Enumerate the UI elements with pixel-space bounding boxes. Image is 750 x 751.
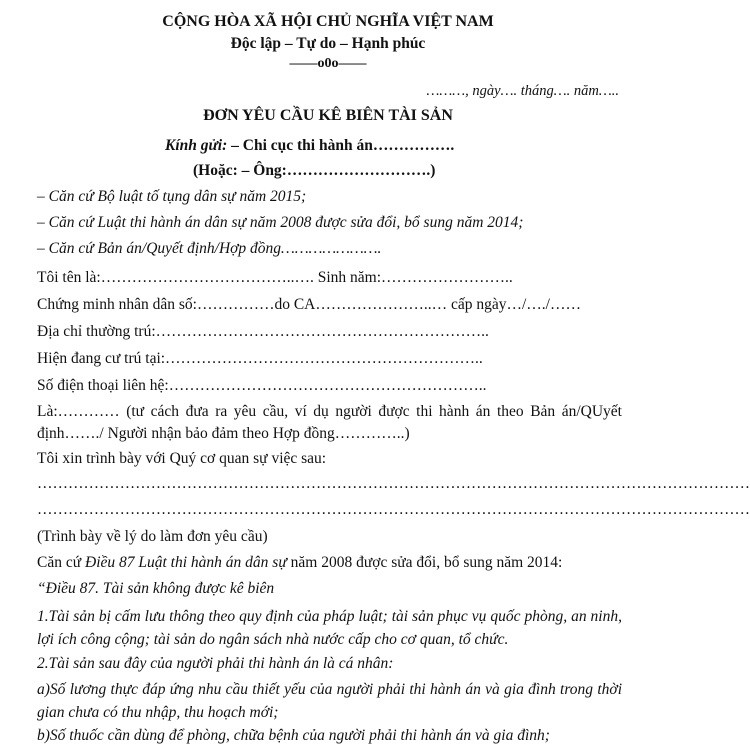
id-card-field: Chứng minh nhân dân số:……………do CA…………………..… cấp ngày…/…./…… xyxy=(37,296,581,313)
blank-line-dots: ………………………………………………………………………………………………………………………… xyxy=(37,501,750,518)
quote-item-1: 1.Tài sản bị cấm lưu thông theo quy định của pháp luật; tài sản phục vụ quốc phòng, an ninh, lợi ích công cộng; tài sản do ngân sách nhà nước cấp cho cơ quan, tổ chức. xyxy=(37,608,622,648)
date-line: ………, ngày…. tháng…. năm….. xyxy=(426,83,619,99)
presentation-intro: Tôi xin trình bày với Quý cơ quan sự việc sau: xyxy=(37,450,327,467)
header-separator: ——o0o—— xyxy=(289,56,367,71)
recipient-line-2: (Hoặc: – Ông:……………………….) xyxy=(193,162,436,179)
legal-basis-article: Điều 87 Luật thi hành án dân sự xyxy=(85,554,287,571)
reason-note: (Trình bày về lý do làm đơn yêu cầu) xyxy=(37,528,268,545)
motto: Độc lập – Tự do – Hạnh phúc xyxy=(230,35,426,52)
permanent-address-field: Địa chỉ thường trú:……………………………………………………….. xyxy=(37,323,489,340)
current-residence-field: Hiện đang cư trú tại:…………………………………………………….. xyxy=(37,350,483,367)
blank-line xyxy=(37,474,750,494)
legal-basis xyxy=(37,553,562,573)
basis-item: – Căn cứ Bản án/Quyết định/Hợp đồng…………………. xyxy=(37,240,382,257)
recipient-line-1 xyxy=(165,136,454,156)
legal-basis-pre: Căn cứ xyxy=(37,554,85,571)
blank-line xyxy=(37,500,750,520)
quote-item-2b: b)Số thuốc cần dùng để phòng, chữa bệnh của người phải thi hành án và gia đình; xyxy=(37,727,550,744)
role-field: Là:………… (tư cách đưa ra yêu cầu, ví dụ người được thi hành án theo Bản án/QUyết định……./ Người nhận bảo đảm theo Hợp đồng…………..) xyxy=(37,403,622,442)
country-header: CỘNG HÒA XÃ HỘI CHỦ NGHĨA VIỆT NAM xyxy=(162,13,494,30)
basis-item: – Căn cứ Luật thi hành án dân sự năm 2008 được sửa đổi, bổ sung năm 2014; xyxy=(37,214,524,231)
quote-heading: “Điều 87. Tài sản không được kê biên xyxy=(37,580,275,597)
document-title: ĐƠN YÊU CẦU KÊ BIÊN TÀI SẢN xyxy=(203,107,453,124)
quote-item-2: 2.Tài sản sau đây của người phải thi hành án là cá nhân: xyxy=(37,655,394,672)
blank-line-dots: ………………………………………………………………………………………………………………………… xyxy=(37,475,750,492)
quote-item-2a: a)Số lương thực đáp ứng nhu cầu thiết yếu của người phải thi hành án và gia đình trong thời gian chưa có thu nhập, thu hoạch mới; xyxy=(37,681,622,721)
legal-basis-post: năm 2008 được sửa đổi, bổ sung năm 2014: xyxy=(286,554,563,571)
recipient-agency: – Chi cục thi hành án……………. xyxy=(227,137,455,154)
phone-field: Số điện thoại liên hệ:…………………………………………………….. xyxy=(37,377,487,394)
name-field: Tôi tên là:………………………………..…. Sinh năm:…………………….. xyxy=(37,269,513,286)
basis-item: – Căn cứ Bộ luật tố tụng dân sự năm 2015; xyxy=(37,188,307,205)
recipient-prefix: Kính gửi: xyxy=(165,137,228,154)
